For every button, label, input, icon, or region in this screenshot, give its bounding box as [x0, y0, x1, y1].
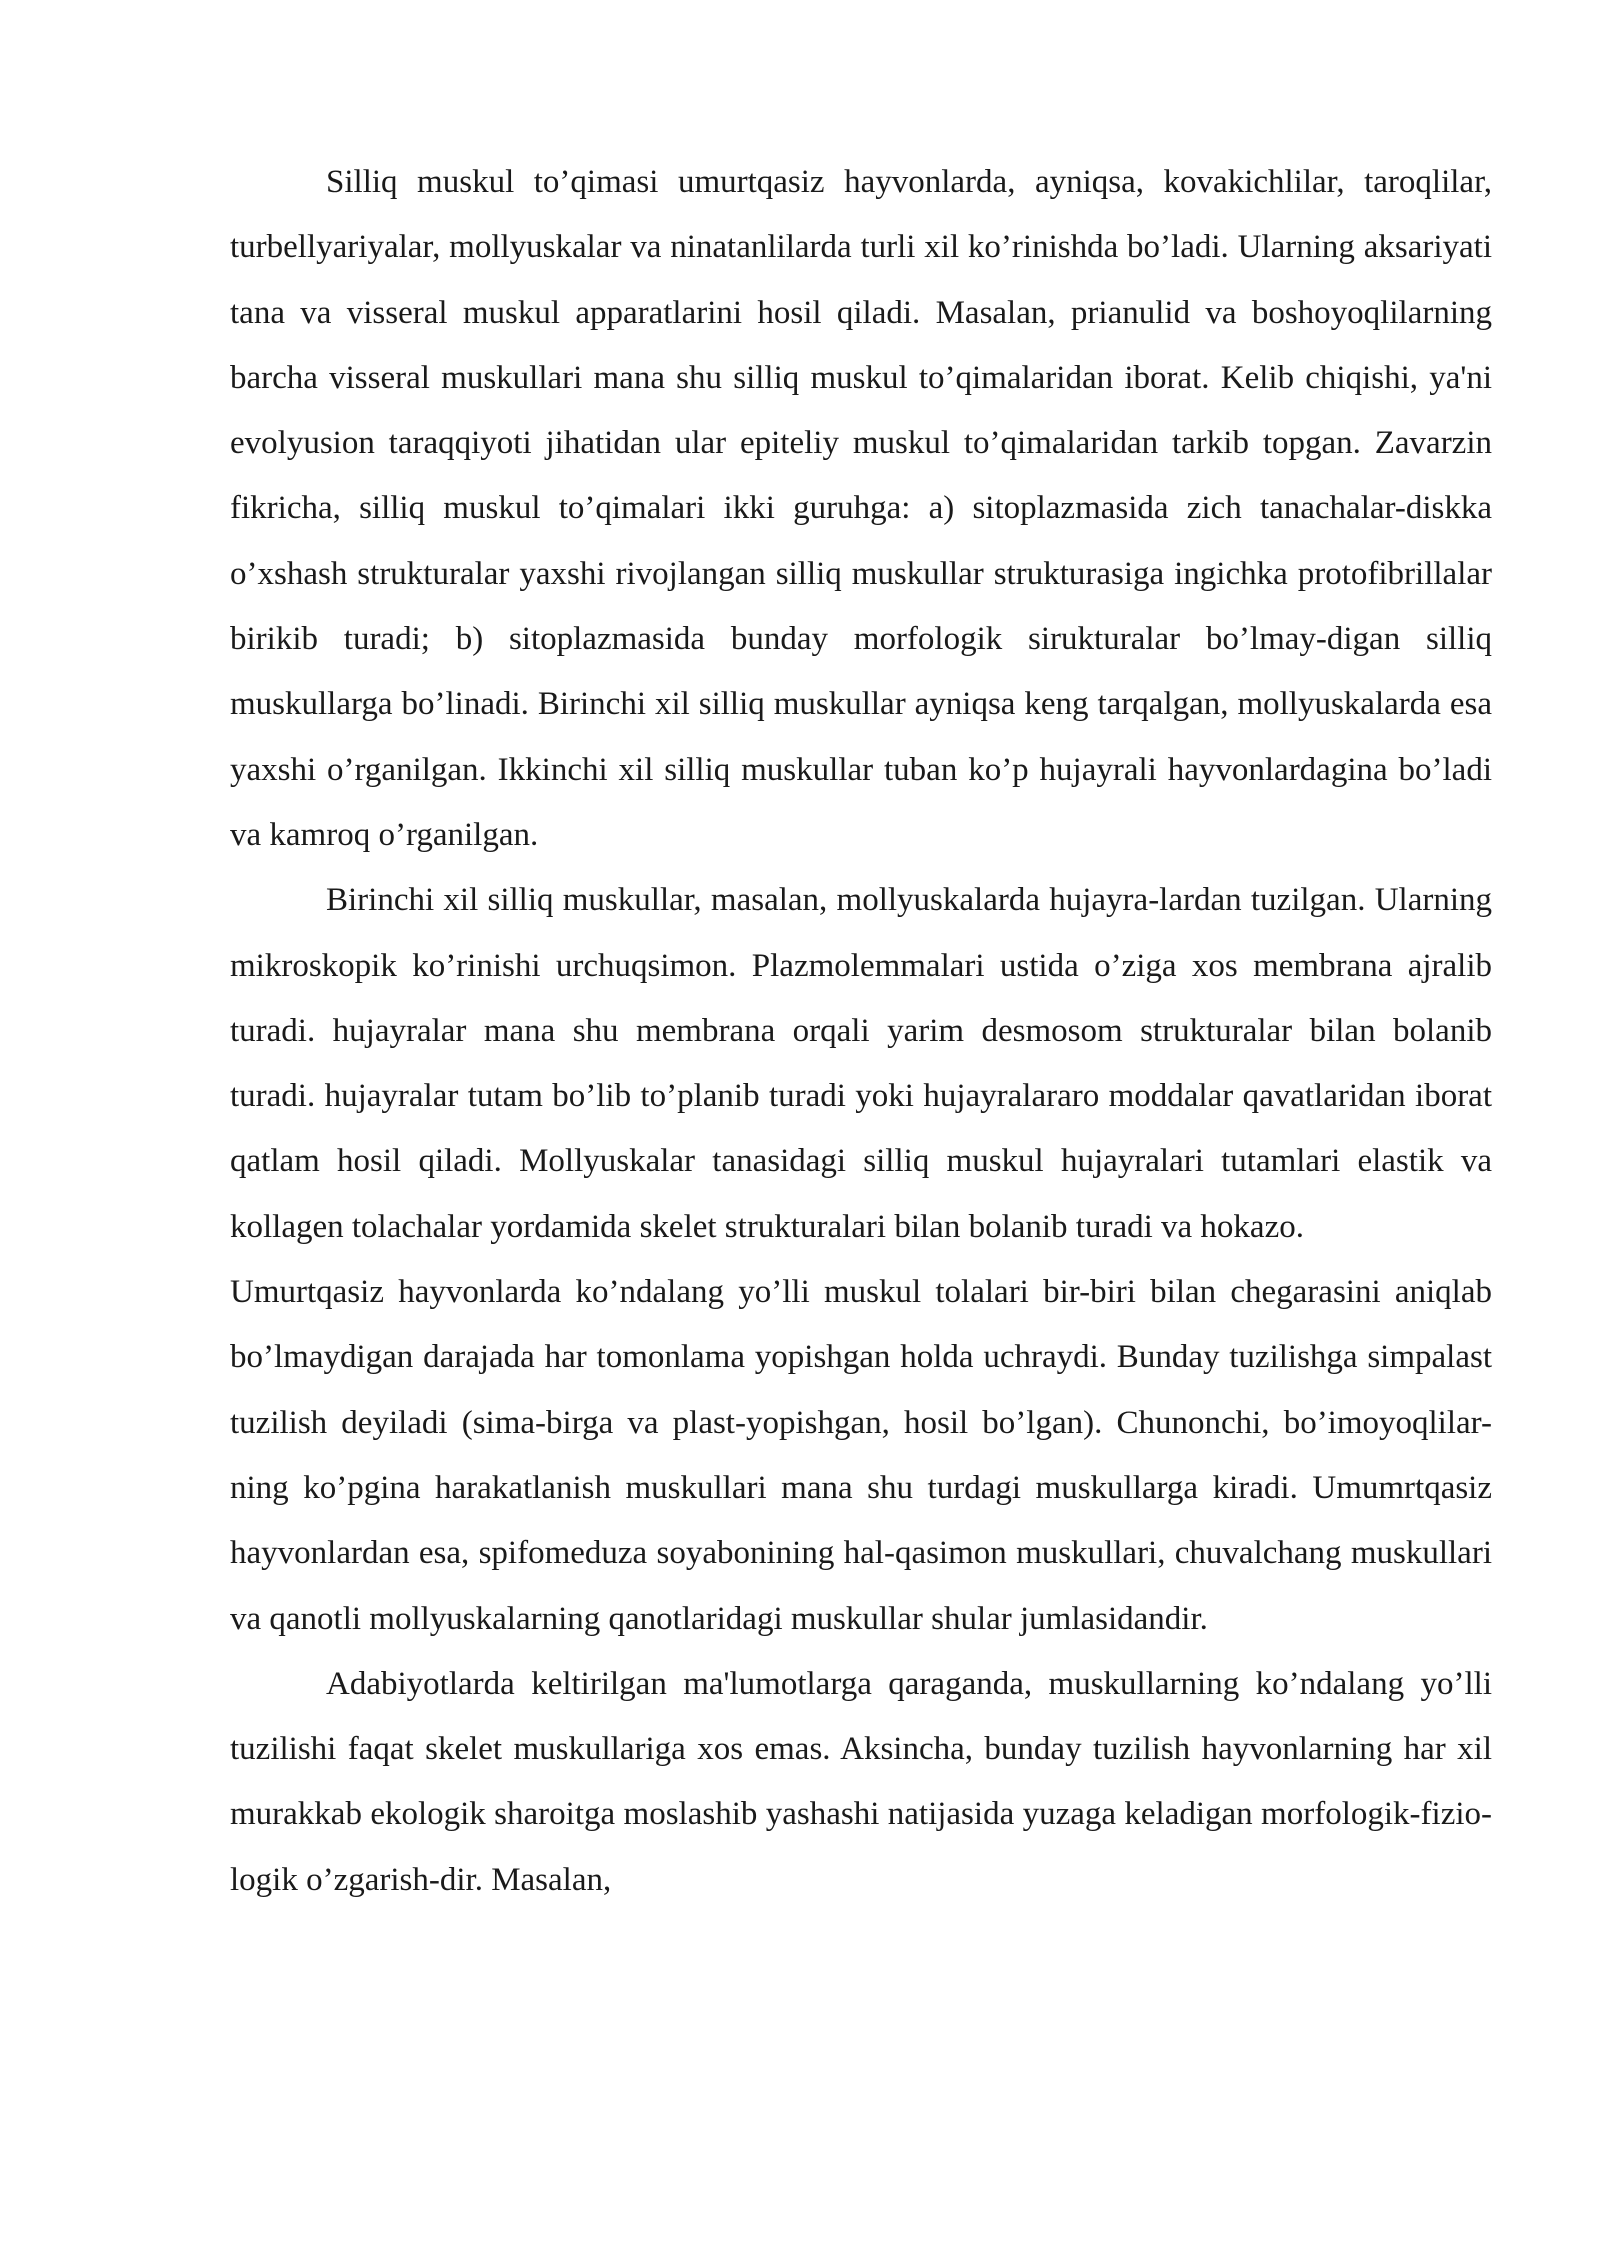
paragraph-3: Umurtqasiz hayvonlarda ko’ndalang yo’lli muskul tolalari bir-biri bilan chegarasini aniqlab bo’lmaydigan darajada har tomonlama yopishgan holda uchraydi. Bunday tuzilishga simpalast tuzilish deyiladi (sima-birga va plast-yopishgan, hosil bo’lgan). Chunonchi, bo’imoyoqlilar-ning ko’pgina harakatlanish muskullari mana shu turdagi muskullarga kiradi. Umumrtqasiz hayvonlardan esa, spifomeduza soyabonining hal-qasimon muskullari, chuvalchang muskullari va qanotli mollyuskalarning qanotlaridagi muskullar shular jumlasidandir.	[230, 1274, 1492, 1637]
paragraph-1: Silliq muskul to’qimasi umurtqasiz hayvonlarda, ayniqsa, kovakichlilar, taroqlilar, turbellyariyalar, mollyuskalar va ninatanlilarda turli xil ko’rinishda bo’ladi. Ularning aksariyati tana va visseral muskul apparatlarini hosil qiladi. Masalan, prianulid va boshoyoqlilarning barcha visseral muskullari mana shu silliq muskul to’qimalaridan iborat. Kelib chiqishi, ya'ni evolyusion taraqqiyoti jihatidan ular epiteliy muskul to’qimalaridan tarkib topgan. Zavarzin fikricha, silliq muskul to’qimalari ikki guruhga: a) sitoplazmasida zich tanachalar-diskka o’xshash strukturalar yaxshi rivojlangan silliq muskullar strukturasiga ingichka protofibrillalar birikib turadi; b) sitoplazmasida bunday morfologik sirukturalar bo’lmay-digan silliq muskullarga bo’linadi. Birinchi xil silliq muskullar ayniqsa keng tarqalgan, mollyuskalarda esa yaxshi o’rganilgan. Ikkinchi xil silliq muskullar tuban ko’p hujayrali hayvonlardagina bo’ladi va kamroq o’rganilgan.	[230, 164, 1492, 853]
paragraph-4: Adabiyotlarda keltirilgan ma'lumotlarga qaraganda, muskullarning ko’ndalang yo’lli tuzilishi faqat skelet muskullariga xos emas. Aksincha, bunday tuzilish hayvonlarning har xil murakkab ekologik sharoitga moslashib yashashi natijasida yuzaga keladigan morfologik-fizio-logik o’zgarish-dir. Masalan,	[230, 1665, 1492, 1898]
paragraph-2: Birinchi xil silliq muskullar, masalan, mollyuskalarda hujayra-lardan tuzilgan. Ularning mikroskopik ko’rinishi urchuqsimon. Plazmolemmalari ustida o’ziga xos membrana ajralib turadi. hujayralar mana shu membrana orqali yarim desmosom strukturalar bilan bolanib turadi. hujayralar tutam bo’lib to’planib turadi yoki hujayralararo moddalar qavatlaridan iborat qatlam hosil qiladi. Mollyuskalar tanasidagi silliq muskul hujayralari tutamlari elastik va kollagen tolachalar yordamida skelet strukturalari bilan bolanib turadi va hokazo.	[230, 882, 1492, 1245]
document-body	[230, 150, 1492, 1913]
